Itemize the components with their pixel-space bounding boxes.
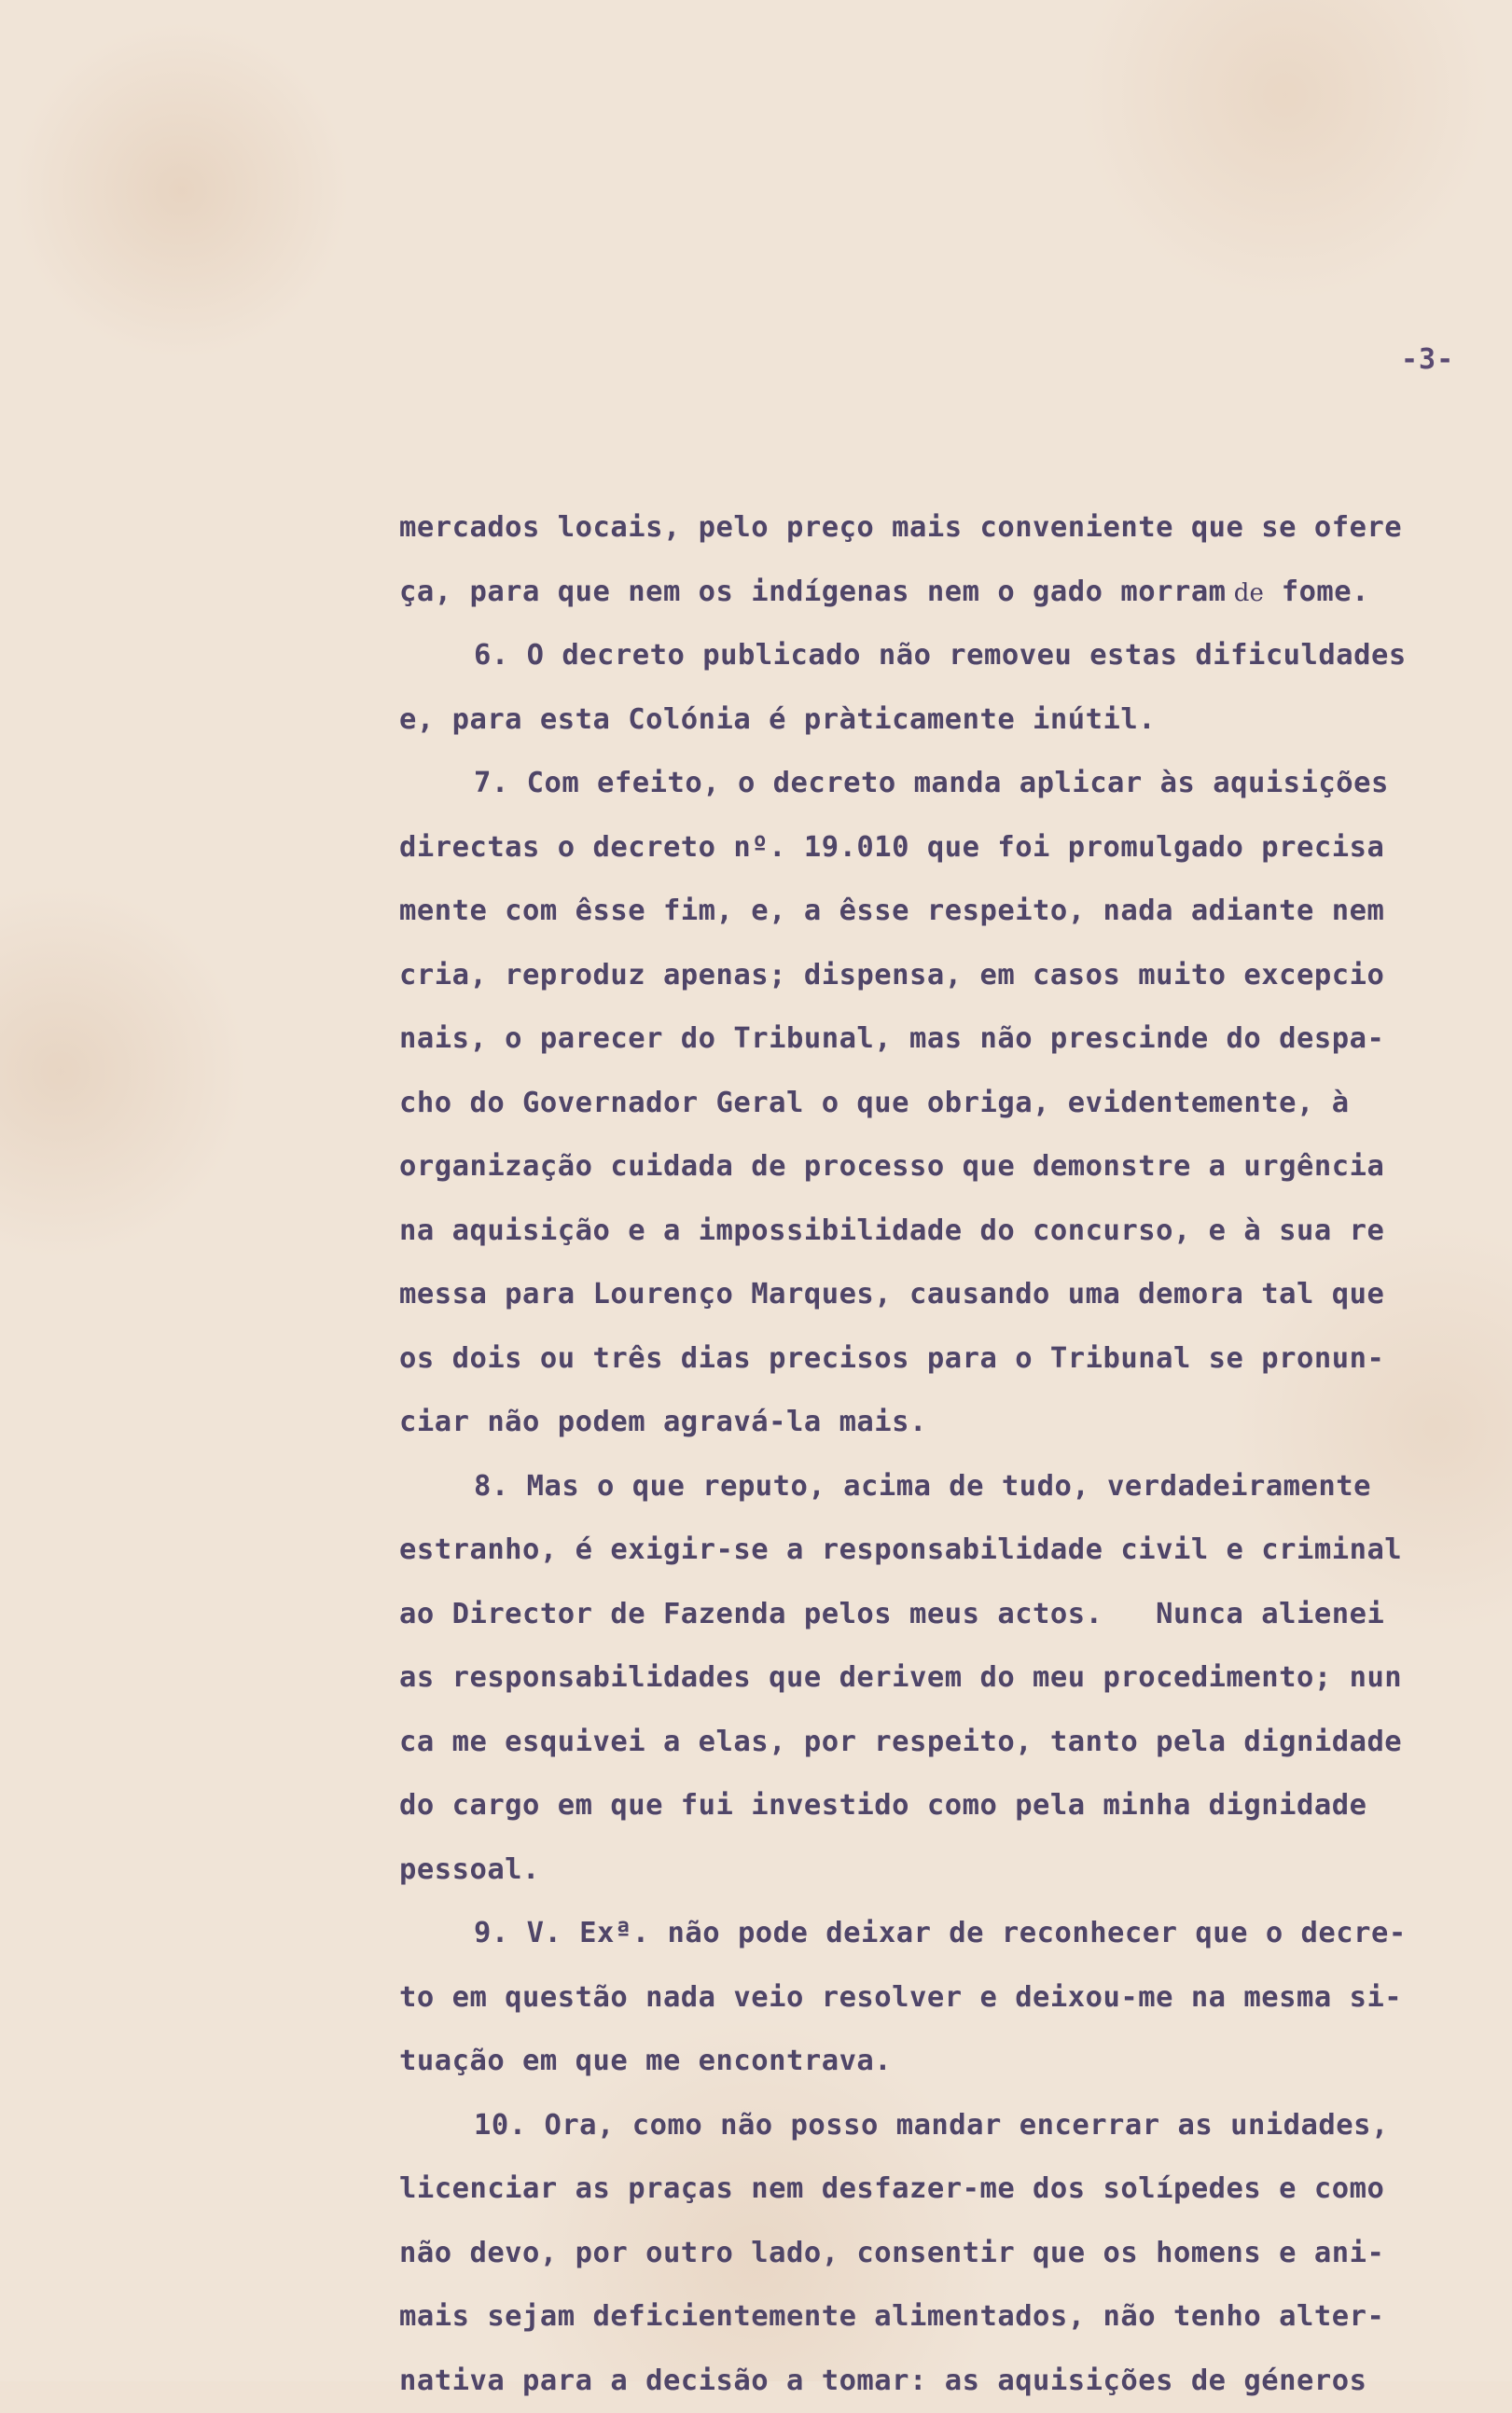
text-line	[399, 624, 1491, 688]
text-line	[399, 1838, 1491, 1903]
text-line	[399, 688, 1491, 753]
text-line	[399, 2030, 1491, 2094]
text-line	[399, 880, 1491, 944]
line-text: os dois ou três dias precisos para o Tribunal se pronun-	[399, 1342, 1384, 1375]
text-line	[399, 1966, 1491, 2031]
line-text: cria, reproduz apenas; dispensa, em casos muito excepcio	[399, 959, 1384, 992]
text-line	[399, 944, 1491, 1008]
text-line	[399, 496, 1491, 561]
text-line	[399, 561, 1491, 625]
page-number: -3-	[1401, 343, 1454, 376]
line-text: mais sejam deficientemente alimentados, não tenho alter-	[399, 2300, 1384, 2333]
line-text: directas o decreto nº. 19.010 que foi promulgado precisa	[399, 831, 1384, 864]
line-text: 6. O decreto publicado não removeu estas dificuldades	[474, 639, 1407, 672]
line-text: do cargo em que fui investido como pela minha dignidade	[399, 1789, 1366, 1822]
line-text: mente com êsse fim, e, a êsse respeito, nada adiante nem	[399, 894, 1384, 927]
line-text: licenciar as praças nem desfazer-me dos solípedes e como	[399, 2172, 1384, 2205]
line-text: organização cuidada de processo que demonstre a urgência	[399, 1150, 1384, 1183]
line-text: as responsabilidades que derivem do meu procedimento; nun	[399, 1661, 1402, 1694]
line-text: to em questão nada veio resolver e deixou-me na mesma si-	[399, 1981, 1402, 2014]
text-line	[399, 1135, 1491, 1200]
line-text: messa para Lourenço Marques, causando uma demora tal que	[399, 1278, 1384, 1311]
line-text: ça, para que nem os indígenas nem o gado morram	[399, 576, 1227, 608]
text-line	[399, 1007, 1491, 1072]
text-line	[399, 1327, 1491, 1392]
text-line	[399, 1519, 1491, 1583]
text-line	[399, 1646, 1491, 1711]
line-text-after: fome.	[1264, 576, 1369, 608]
text-line	[399, 1455, 1491, 1519]
text-line	[399, 2157, 1491, 2222]
line-text: 8. Mas o que reputo, acima de tudo, verdadeiramente	[474, 1470, 1371, 1503]
text-line	[399, 1583, 1491, 1647]
line-text: 10. Ora, como não posso mandar encerrar as unidades,	[474, 2109, 1389, 2142]
handwritten-insert: de	[1227, 579, 1264, 607]
line-text: na aquisição e a impossibilidade do concurso, e à sua re	[399, 1214, 1384, 1247]
line-text: tuação em que me encontrava.	[399, 2045, 892, 2077]
text-line	[399, 1774, 1491, 1838]
text-line	[399, 2094, 1491, 2158]
text-line	[399, 1263, 1491, 1327]
line-text: nativa para a decisão a tomar: as aquisições de géneros	[399, 2364, 1366, 2397]
text-line	[399, 1711, 1491, 1775]
line-text: cho do Governador Geral o que obriga, evidentemente, à	[399, 1087, 1350, 1119]
line-text: e, para esta Colónia é pràticamente inútil.	[399, 703, 1156, 736]
line-text: mercados locais, pelo preço mais conveniente que se ofere	[399, 511, 1402, 544]
typewritten-body	[399, 496, 1491, 2413]
line-text: ciar não podem agravá-la mais.	[399, 1406, 927, 1438]
text-line	[399, 1200, 1491, 1264]
text-line	[399, 752, 1491, 816]
line-text: ca me esquivei a elas, por respeito, tanto pela dignidade	[399, 1726, 1402, 1758]
text-line	[399, 816, 1491, 881]
line-text: 7. Com efeito, o decreto manda aplicar às aquisições	[474, 767, 1389, 799]
text-line	[399, 1902, 1491, 1966]
line-text: estranho, é exigir-se a responsabilidade civil e criminal	[399, 1533, 1402, 1566]
line-text: pessoal.	[399, 1853, 540, 1886]
text-line	[399, 1391, 1491, 1455]
line-text: nais, o parecer do Tribunal, mas não prescinde do despa-	[399, 1022, 1384, 1055]
text-line	[399, 1072, 1491, 1136]
text-line	[399, 2285, 1491, 2350]
line-text: ao Director de Fazenda pelos meus actos. Nunca alienei	[399, 1598, 1384, 1630]
line-text: não devo, por outro lado, consentir que os homens e ani-	[399, 2237, 1384, 2269]
line-text: 9. V. Exª. não pode deixar de reconhecer que o decre-	[474, 1917, 1407, 1949]
text-line	[399, 2222, 1491, 2286]
